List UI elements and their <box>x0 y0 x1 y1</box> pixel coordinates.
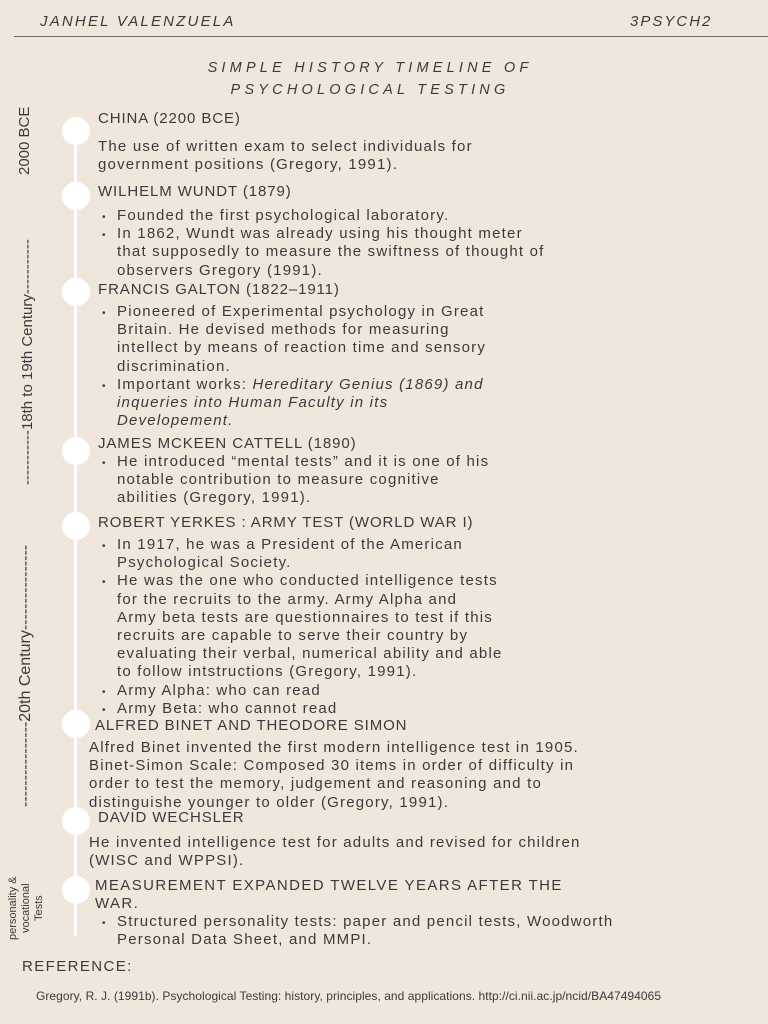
era-label-18th-19th-century: -----------18th to 19th Century----------- <box>19 239 36 485</box>
timeline-dot <box>62 807 90 835</box>
entry-heading-galton: FRANCIS GALTON (1822–1911) <box>98 281 340 298</box>
title-line-2: PSYCHOLOGICAL TESTING <box>230 82 510 98</box>
list-item: • He introduced “mental tests” and it is one of his notable contribution to measure cognitive abilities (Gregory, 1991). <box>98 453 489 508</box>
title-line-1: SIMPLE HISTORY TIMELINE OF <box>207 60 533 76</box>
timeline-dot <box>62 278 90 306</box>
list-item: • Structured personality tests: paper and pencil tests, Woodworth Personal Data Sheet, and MMPI. <box>98 913 613 949</box>
list-item: • Army Alpha: who can read <box>98 682 503 700</box>
header-rule <box>14 36 768 37</box>
entry-list-yerkes <box>98 536 503 718</box>
entry-heading-wechsler: DAVID WECHSLER <box>98 809 245 826</box>
entry-heading-wundt: WILHELM WUNDT (1879) <box>98 183 292 200</box>
timeline-dot <box>62 512 90 540</box>
entry-heading-yerkes: ROBERT YERKES : ARMY TEST (WORLD WAR I) <box>98 514 474 531</box>
entry-list-galton <box>98 303 486 430</box>
entry-list-measurement <box>98 913 613 949</box>
timeline-dot <box>62 182 90 210</box>
timeline-dot <box>62 876 90 904</box>
era-label-personality-vocational: personality & vocational Tests <box>7 876 45 940</box>
era-label-2000bce: 2000 BCE <box>16 106 33 175</box>
entry-heading-binet: ALFRED BINET AND THEODORE SIMON <box>95 717 408 734</box>
entry-list-cattell <box>98 453 489 508</box>
entry-text-china: The use of written exam to select individuals for government positions (Gregory, 1991). <box>98 138 473 174</box>
reference-heading: REFERENCE: <box>22 958 133 975</box>
list-item: • He was the one who conducted intelligence tests for the recruits to the army. Army Alpha and Army beta tests are questionnaires to test if this recruits are capable to serve their country by evaluating their verbal, numerical ability and able to follow intstructions (Gregory, 1991). <box>98 572 503 681</box>
entry-text-binet: Alfred Binet invented the first modern intelligence test in 1905. Binet-Simon Scale: Composed 30 items in order of difficulty in order to test the memory, judgement and reasoning and to distinguishe younger to older (Gregory, 1991). <box>89 739 579 811</box>
list-item: • Important works: Hereditary Genius (1869) and inqueries into Human Faculty in its Developement. <box>98 376 486 431</box>
timeline-dot <box>62 710 90 738</box>
entry-list-wundt <box>98 207 545 280</box>
author-name: JANHEL VALENZUELA <box>40 13 236 30</box>
list-item: • Pioneered of Experimental psychology in Great Britain. He devised methods for measuring intellect by means of reaction time and sensory discrimination. <box>98 303 486 376</box>
list-item: • Founded the first psychological laboratory. <box>98 207 545 225</box>
page-title <box>160 57 580 101</box>
entry-heading-china: CHINA (2200 BCE) <box>98 110 241 127</box>
era-label-20th-century: ----------------20th Century---------------- <box>17 544 34 807</box>
list-item: • In 1862, Wundt was already using his thought meter that supposedly to measure the swiftness of thought of observers Gregory (1991). <box>98 225 545 280</box>
timeline-dot <box>62 117 90 145</box>
entry-text-wechsler: He invented intelligence test for adults and revised for children (WISC and WPPSI). <box>89 834 581 870</box>
list-item: • In 1917, he was a President of the American Psychological Society. <box>98 536 503 572</box>
reference-citation: Gregory, R. J. (1991b). Psychological Testing: history, principles, and applications. http://ci.nii.ac.jp/ncid/BA47494065 <box>36 989 662 1003</box>
entry-heading-cattell: JAMES MCKEEN CATTELL (1890) <box>98 435 357 452</box>
entry-heading-measurement: MEASUREMENT EXPANDED TWELVE YEARS AFTER THE WAR. <box>95 877 563 913</box>
class-code: 3PSYCH2 <box>630 13 713 30</box>
timeline-dot <box>62 437 90 465</box>
list-item: • Army Beta: who cannot read <box>98 700 503 718</box>
